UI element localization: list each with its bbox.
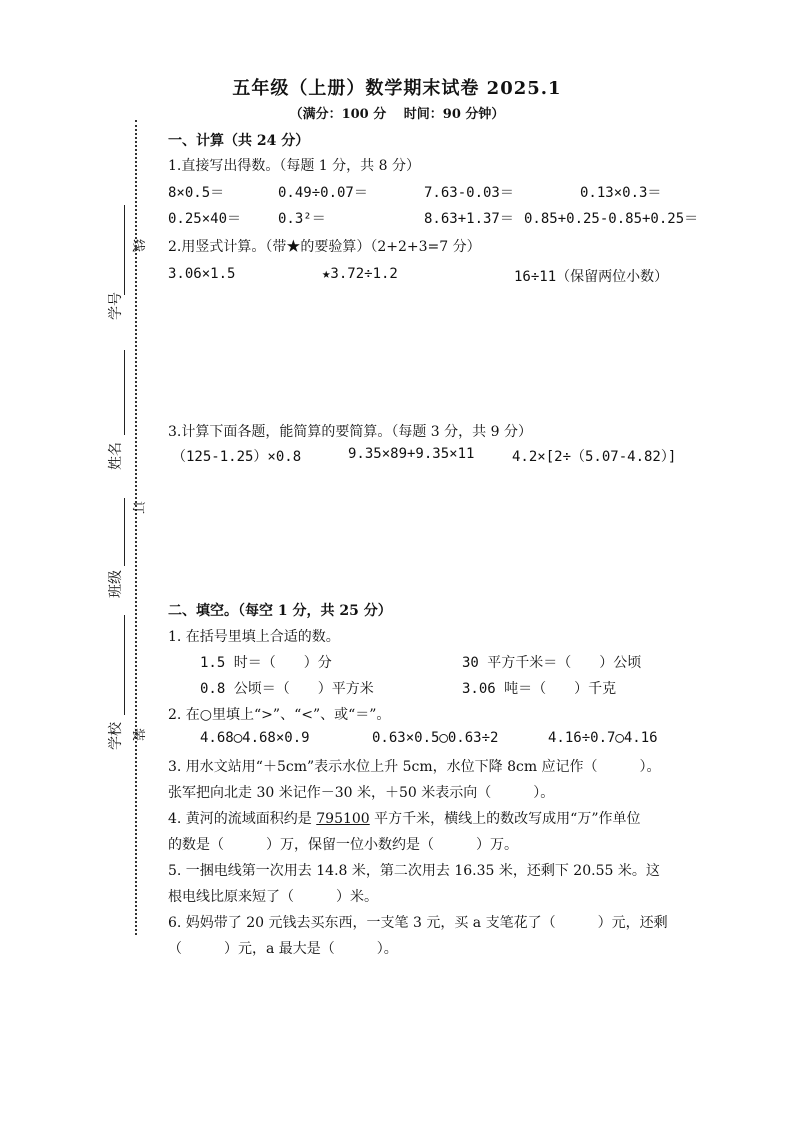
s1-q1-item: 0.3²＝	[278, 211, 326, 227]
s2-q2-text: 2. 在○里填上“>”、“<”、或“＝”。	[168, 707, 391, 723]
s1-q2-item: 3.06×1.5	[168, 266, 236, 282]
binding-mark-line: 线	[130, 238, 146, 253]
s1-q1-item: 0.25×40＝	[168, 211, 242, 227]
s1-q1-text: 1.直接写出得数。（每题 1 分，共 8 分）	[168, 158, 420, 174]
student-id-blank[interactable]	[124, 205, 125, 295]
s1-q1-item: 0.13×0.3＝	[580, 185, 662, 201]
s2-q3-line2: 张军把向北走 30 米记作－30 米，＋50 米表示向（ ）。	[168, 785, 555, 801]
name-blank[interactable]	[124, 350, 125, 435]
class-label: 班级	[108, 570, 124, 598]
s2-q4-line2: 的数是（ ）万，保留一位小数约是（ ）万。	[168, 837, 518, 853]
binding-mark-staple: 订	[130, 500, 146, 515]
s1-q2-item: 16÷11（保留两位小数）	[514, 269, 669, 285]
s1-q3-text: 3.计算下面各题，能简算的要简算。（每题 3 分，共 9 分）	[168, 424, 532, 440]
s1-q1-item: 7.63-0.03＝	[424, 185, 514, 201]
s2-q4-line1	[168, 808, 640, 828]
school-blank[interactable]	[124, 615, 125, 715]
s2-q2-item: 0.63×0.5◯0.63÷2	[372, 730, 499, 746]
s1-q2-item: ★3.72÷1.2	[322, 266, 398, 282]
s1-q1-item: 0.49÷0.07＝	[278, 185, 368, 201]
s1-q3-item: 9.35×89+9.35×11	[348, 446, 475, 462]
name-label: 姓名	[108, 442, 124, 470]
s2-q1-item: 0.8 公顷＝（ ）平方米	[200, 681, 374, 697]
s1-q1-item: 8.63+1.37＝	[424, 211, 514, 227]
exam-title: 五年级（上册）数学期末试卷 2025.1	[232, 78, 562, 99]
s2-q5-line1: 5. 一捆电线第一次用去 14.8 米，第二次用去 16.35 米，还剩下 20.55 米。这	[168, 863, 660, 879]
s2-q1-item: 1.5 时＝（ ）分	[200, 655, 332, 671]
s2-q1-item: 30 平方千米＝（ ）公顷	[462, 655, 642, 671]
s1-q1-item: 8×0.5＝	[168, 185, 225, 201]
s1-q1-item: 0.85+0.25-0.85+0.25＝	[524, 211, 699, 227]
s2-q4-pre: 4. 黄河的流域面积约是	[168, 811, 317, 827]
exam-subtitle: （满分：100 分 时间：90 分钟）	[289, 107, 505, 122]
class-blank[interactable]	[124, 498, 125, 566]
section2-heading: 二、填空。（每空 1 分，共 25 分）	[168, 603, 392, 619]
s2-q4-post: 平方千米，横线上的数改写成用“万”作单位	[369, 811, 641, 827]
student-id-label: 学号	[108, 292, 124, 320]
s2-q2-item: 4.68◯4.68×0.9	[200, 730, 310, 746]
s2-q3-line1: 3. 用水文站用“＋5cm”表示水位上升 5cm，水位下降 8cm 应记作（ ）。	[168, 759, 661, 775]
school-label: 学校	[108, 722, 124, 750]
s1-q3-item: （125-1.25）×0.8	[172, 449, 302, 465]
s2-q2-item: 4.16÷0.7◯4.16	[548, 730, 658, 746]
s1-q2-text: 2.用竖式计算。（带★的要验算）（2+2+3=7 分）	[168, 239, 481, 255]
s2-q6-line1: 6. 妈妈带了 20 元钱去买东西，一支笔 3 元，买 a 支笔花了（ ）元，还剩	[168, 915, 668, 931]
s2-q1-text: 1. 在括号里填上合适的数。	[168, 629, 340, 645]
s2-q1-item: 3.06 吨＝（ ）千克	[462, 681, 617, 697]
s1-q3-item: 4.2×[2÷（5.07-4.82）]	[512, 449, 677, 465]
s2-q6-line2: （ ）元，a 最大是（ ）。	[168, 941, 398, 957]
section1-heading: 一、计算（共 24 分）	[168, 133, 310, 149]
s2-q5-line2: 根电线比原来短了（ ）米。	[168, 889, 378, 905]
binding-mark-bind: 装	[130, 727, 146, 742]
s2-q4-underlined-number: 795100	[316, 811, 370, 827]
